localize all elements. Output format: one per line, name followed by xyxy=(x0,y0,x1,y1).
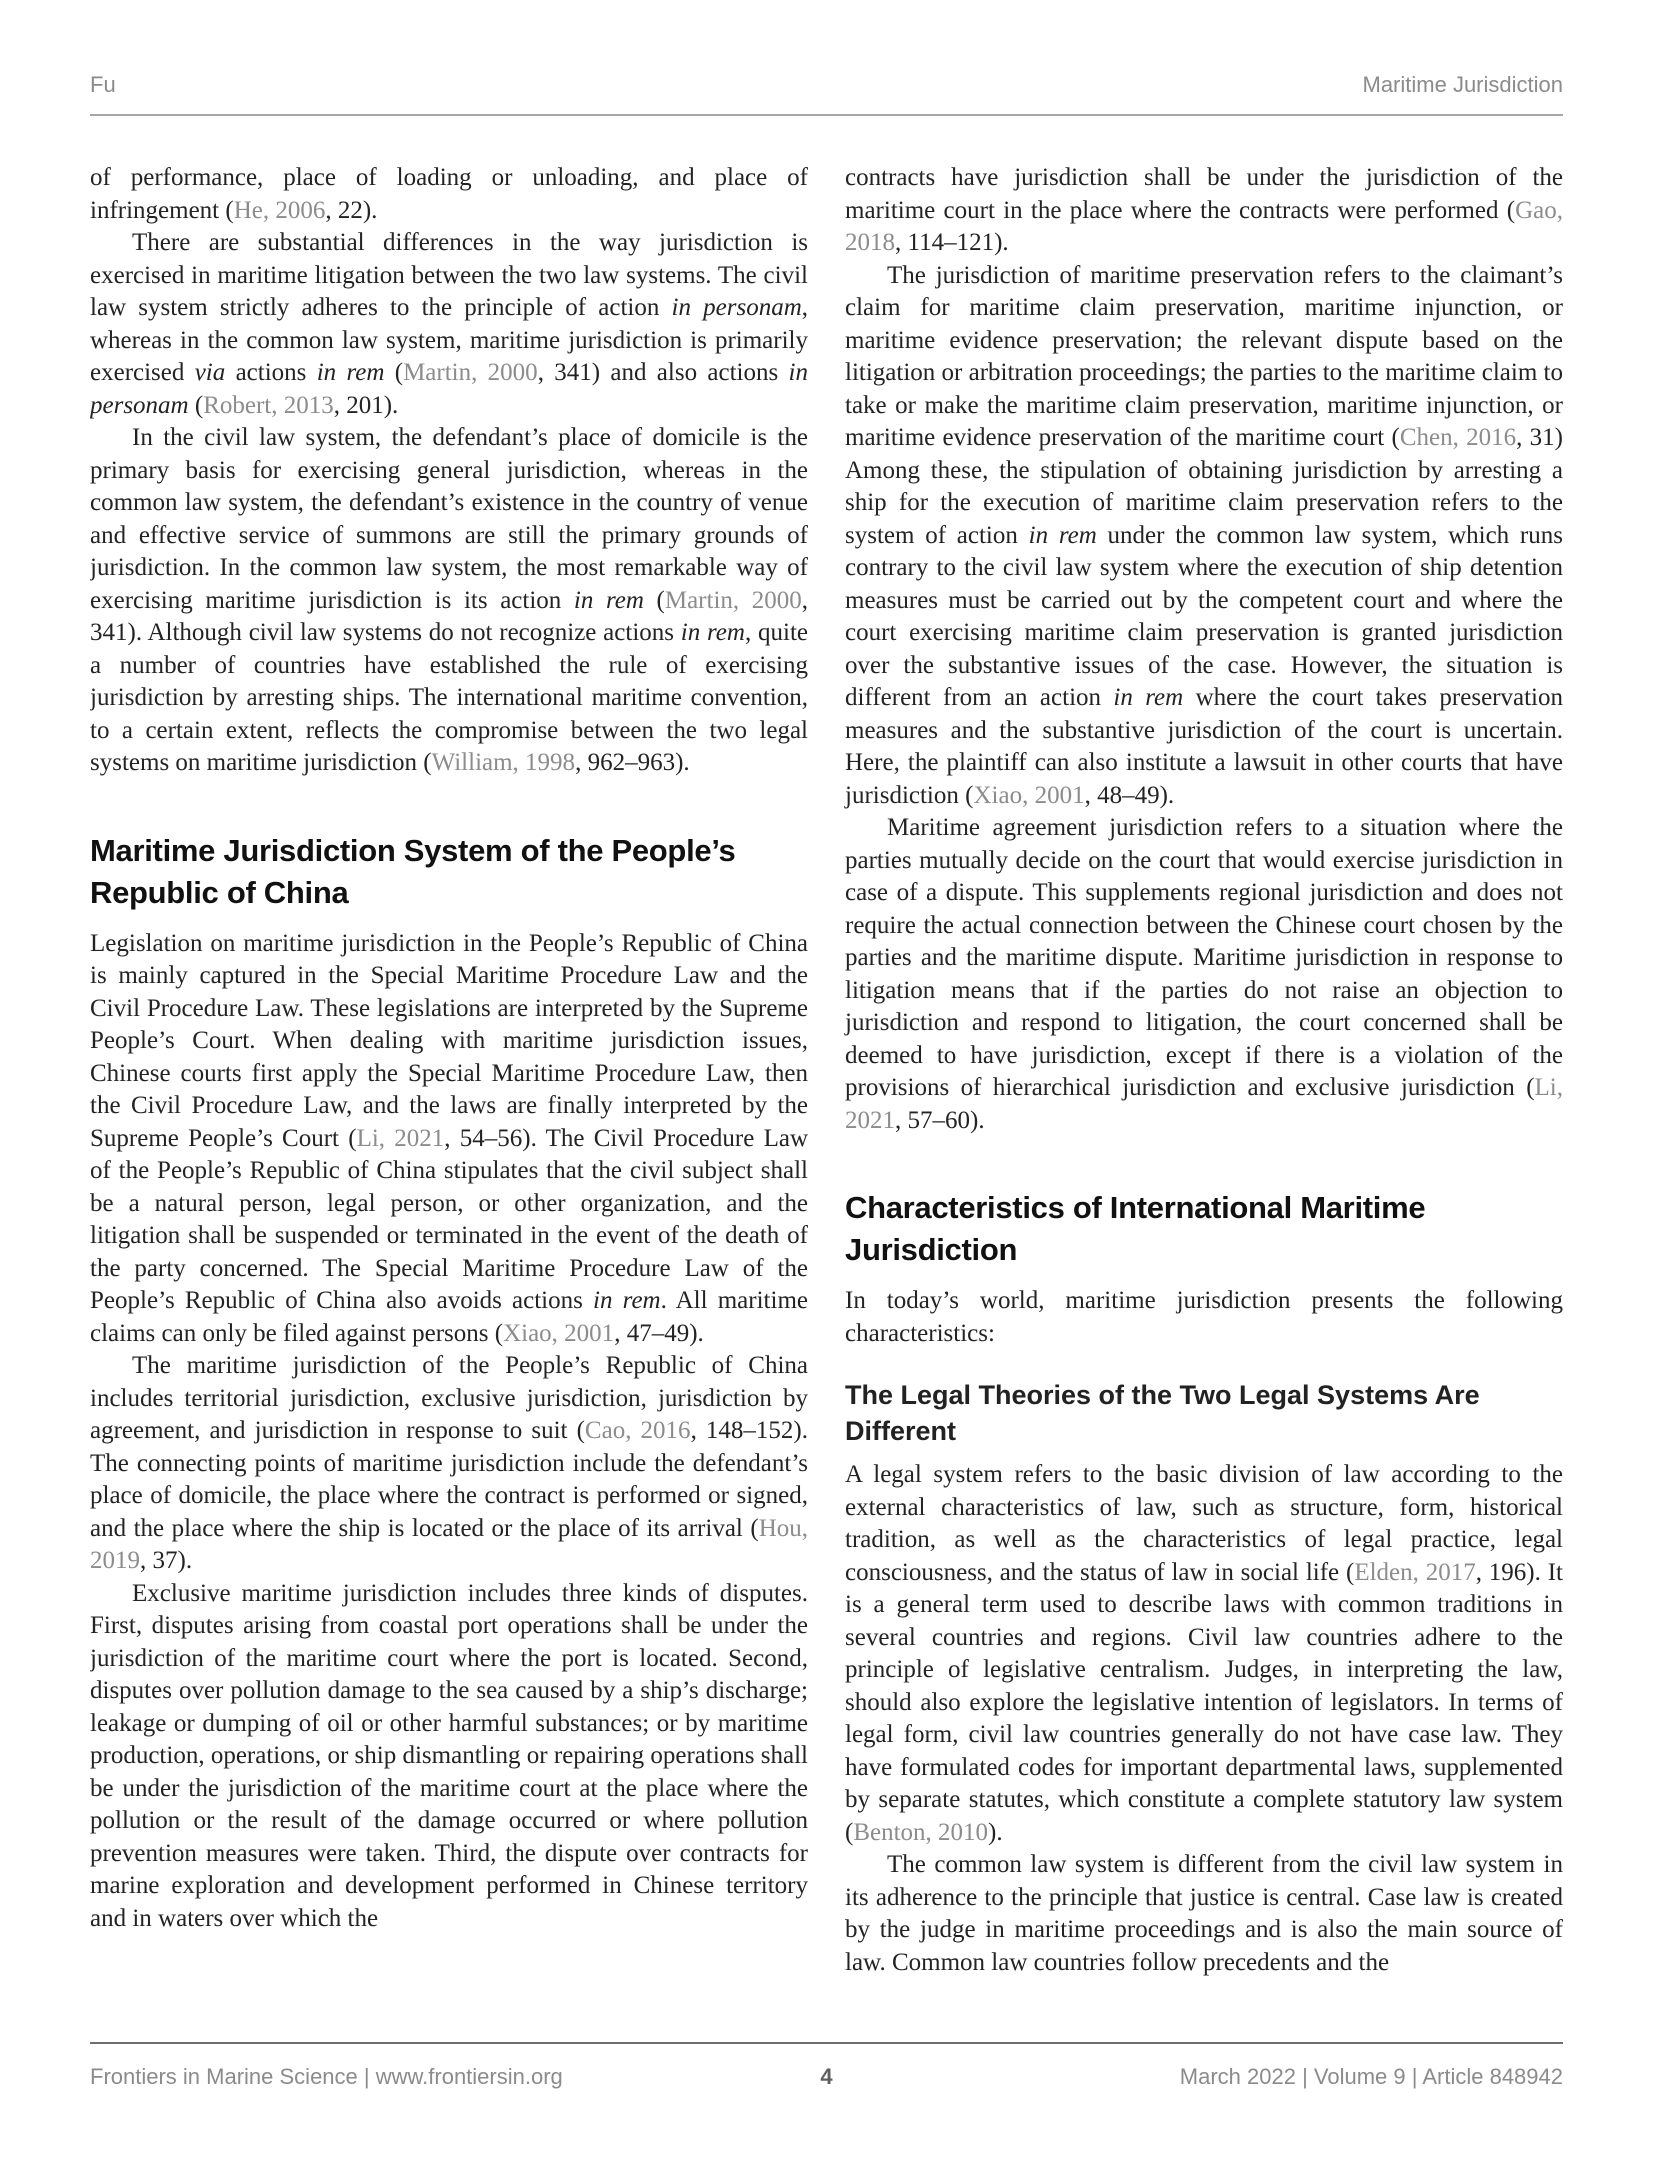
latin-term: in rem xyxy=(573,586,644,614)
subsection-heading: The Legal Theories of the Two Legal Systems Are Different xyxy=(845,1380,1480,1446)
latin-term: via xyxy=(194,359,226,386)
citation-link[interactable]: Chen, 2016 xyxy=(1399,424,1517,451)
citation-link[interactable]: Elden, 2017 xyxy=(1354,1558,1476,1586)
latin-term: in personam xyxy=(90,359,808,419)
paragraph: The common law system is different from the civil law system in its adherence to the principle that justice is central. Case law is created by the judge in maritime proceedings and is also the main source of law. Common law countries follow precedents and the xyxy=(845,1851,1563,1976)
paragraph: A legal system refers to the basic division of law according to the external characteristics of law, such as structure, form, historical tradition, as well as the characteristics of legal practice, legal consciousness, and the status of law in social life (Elden, 2017, 196). It is a general term used to describe laws with common traditions in several countries and regions. Civil law countries adhere to the principle of legislative centralism. Judges, in interpreting the law, should also explore the legislative intention of legislators. In terms of legal form, civil law countries generally do not have case law. They have formulated codes for important departmental laws, supplemented by separate statutes, which constitute a complete statutory law system (Benton, 2010). xyxy=(845,1461,1563,1846)
article-body xyxy=(90,162,1563,1992)
running-head-author: Fu xyxy=(90,72,116,97)
footer-issue-info: March 2022 | Volume 9 | Article 848942 xyxy=(1179,2064,1563,2089)
citation-link[interactable]: Li, 2021 xyxy=(845,1074,1563,1134)
column-right xyxy=(845,162,1563,1992)
paragraph: contracts have jurisdiction shall be under the jurisdiction of the maritime court in the place where the contracts were performed (Gao, 2018, 114–121). xyxy=(845,164,1563,256)
latin-term: in rem xyxy=(1113,684,1184,711)
citation-link[interactable]: Xiao, 2001 xyxy=(503,1319,615,1347)
citation-link[interactable]: Xiao, 2001 xyxy=(973,781,1085,809)
citation-link[interactable]: He, 2006 xyxy=(233,196,326,224)
column-left xyxy=(90,162,808,1992)
header-rule xyxy=(90,114,1563,116)
page-footer xyxy=(90,2042,1563,2090)
footer-rule xyxy=(90,2042,1563,2044)
section-heading: Characteristics of International Maritime Jurisdiction xyxy=(845,1190,1426,1267)
citation-link[interactable]: Benton, 2010 xyxy=(853,1818,989,1846)
running-head xyxy=(0,0,1653,98)
paragraph: The jurisdiction of maritime preservation refers to the claimant’s claim for maritime claim preservation, maritime injunction, or maritime evidence preservation; the relevant dispute based on the litigation or arbitration proceedings; the parties to the maritime claim to take or make the maritime claim preservation, maritime injunction, or maritime evidence preservation of the maritime court (Chen, 2016, 31) Among these, the stipulation of obtaining jurisdiction by arresting a ship for the execution of maritime claim preservation refers to the system of action in rem under the common law system, which runs contrary to the civil law system where the execution of ship detention measures must be carried out by the competent court and where the court exercising maritime claim preservation is granted jurisdiction over the substantive issues of the case. However, the situation is different from an action in rem where the court takes preservation measures and the substantive jurisdiction of the court is uncertain. Here, the plaintiff can also institute a lawsuit in other courts that have jurisdiction (Xiao, 2001, 48–49). xyxy=(845,261,1563,809)
latin-term: in personam xyxy=(671,294,802,321)
paragraph: Exclusive maritime jurisdiction includes three kinds of disputes. First, disputes arising from coastal port operations shall be under the jurisdiction of the maritime court where the port is located. Second, disputes over pollution damage to the sea caused by a ship’s discharge; leakage or dumping of oil or other harmful substances; or by maritime production, operations, or ship dismantling or repairing operations shall be under the jurisdiction of the maritime court at the place where the pollution or the result of the damage occurred or where pollution prevention measures were taken. Third, the dispute over contracts for marine exploration and development performed in Chinese territory and in waters over which the xyxy=(90,1579,808,1932)
citation-link[interactable]: Gao, 2018 xyxy=(845,196,1563,256)
latin-term: in rem xyxy=(316,359,385,386)
paragraph: In the civil law system, the defendant’s place of domicile is the primary basis for exercising general jurisdiction, whereas in the common law system, the defendant’s existence in the country of venue and effective service of summons are still the primary grounds of jurisdiction. In the common law system, the most remarkable way of exercising maritime jurisdiction is its action in rem (Martin, 2000, 341). Although civil law systems do not recognize actions in rem, quite a number of countries have established the rule of exercising jurisdiction by arresting ships. The international maritime convention, to a certain extent, reflects the compromise between the two legal systems on maritime jurisdiction (William, 1998, 962–963). xyxy=(90,424,808,776)
paragraph: Maritime agreement jurisdiction refers to a situation where the parties mutually decide on the court that would exercise jurisdiction in case of a dispute. This supplements regional jurisdiction and does not require the actual connection between the Chinese court chosen by the parties and the maritime dispute. Maritime jurisdiction in response to litigation means that if the parties do not raise an objection to jurisdiction and respond to litigation, the court concerned shall be deemed to have jurisdiction, except if there is a violation of the provisions of hierarchical jurisdiction and exclusive jurisdiction (Li, 2021, 57–60). xyxy=(845,814,1563,1134)
citation-link[interactable]: Cao, 2016 xyxy=(584,1417,691,1444)
latin-term: in rem xyxy=(593,1287,661,1314)
page-number: 4 xyxy=(820,2064,833,2089)
section-heading: Maritime Jurisdiction System of the People’s Republic of China xyxy=(90,832,736,910)
citation-link[interactable]: Robert, 2013 xyxy=(203,391,334,419)
footer-row xyxy=(90,2064,1563,2090)
citation-link[interactable]: William, 1998 xyxy=(431,749,576,776)
paragraph: The maritime jurisdiction of the People’s Republic of China includes territorial jurisdiction, exclusive jurisdiction, jurisdiction by agreement, and jurisdiction in response to suit (Cao, 2016, 148–152). The connecting points of maritime jurisdiction include the defendant’s place of domicile, the place where the contract is performed or signed, and the place where the ship is located or the place of its arrival (Hou, 2019, 37). xyxy=(90,1352,808,1574)
paragraph: In today’s world, maritime jurisdiction presents the following characteristics: xyxy=(845,1287,1563,1347)
citation-link[interactable]: Martin, 2000 xyxy=(664,586,802,614)
citation-link[interactable]: Hou, 2019 xyxy=(90,1514,808,1574)
latin-term: in rem xyxy=(1028,521,1097,549)
latin-term: in rem xyxy=(680,619,745,646)
footer-journal-url: Frontiers in Marine Science | www.frontiersin.org xyxy=(90,2064,563,2089)
citation-link[interactable]: Martin, 2000 xyxy=(403,359,538,386)
paragraph: of performance, place of loading or unloading, and place of infringement (He, 2006, 22). xyxy=(90,164,808,224)
running-head-title: Maritime Jurisdiction xyxy=(1362,72,1563,97)
paragraph: Legislation on maritime jurisdiction in the People’s Republic of China is mainly captured in the Special Maritime Procedure Law and the Civil Procedure Law. These legislations are interpreted by the Supreme People’s Court. When dealing with maritime jurisdiction issues, Chinese courts first apply the Special Maritime Procedure Law, then the Civil Procedure Law, and the laws are finally interpreted by the Supreme People’s Court (Li, 2021, 54–56). The Civil Procedure Law of the People’s Republic of China stipulates that the civil subject shall be a natural person, legal person, or other organization, and the litigation shall be suspended or terminated in the event of the death of the party concerned. The Special Maritime Procedure Law of the People’s Republic of China also avoids actions in rem. All maritime claims can only be filed against persons (Xiao, 2001, 47–49). xyxy=(90,929,809,1347)
citation-link[interactable]: Li, 2021 xyxy=(356,1124,445,1152)
paragraph: There are substantial differences in the way jurisdiction is exercised in maritime litigation between the two law systems. The civil law system strictly adheres to the principle of action in personam, whereas in the common law system, maritime jurisdiction is primarily exercised via actions in rem (Martin, 2000, 341) and also actions in personam (Robert, 2013, 201). xyxy=(90,229,808,419)
